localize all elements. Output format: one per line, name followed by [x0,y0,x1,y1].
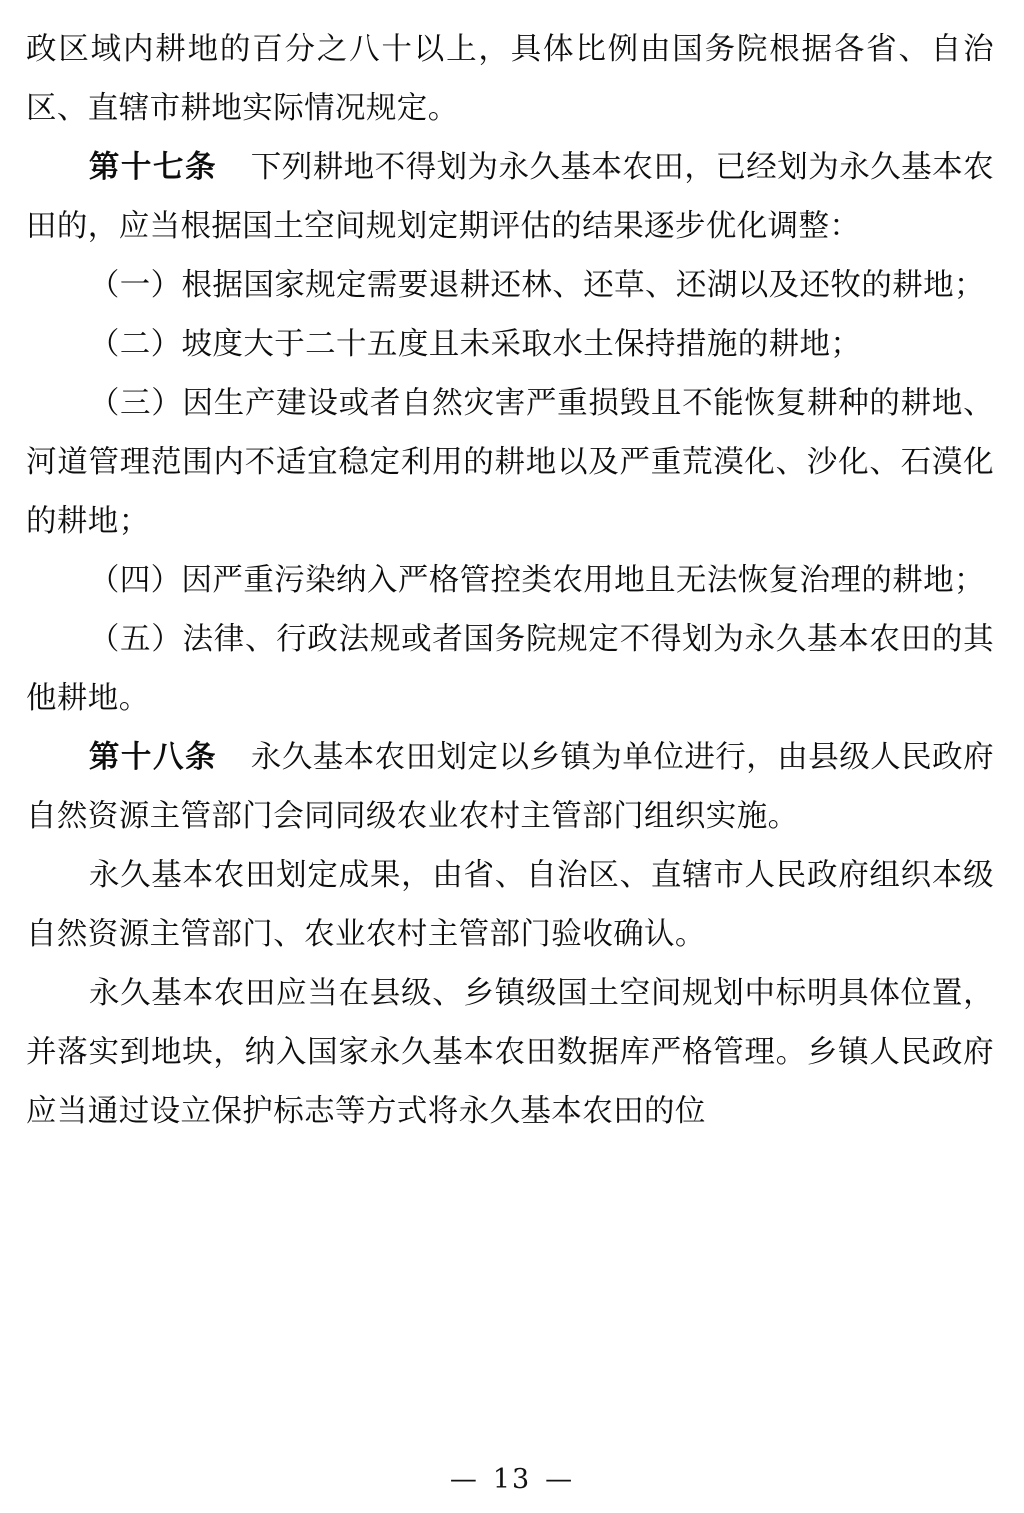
paragraph-text: 永久基本农田划定成果，由省、自治区、直辖市人民政府组织本级自然资源主管部门、农业农村主管部门验收确认。 [26,858,994,952]
paragraph-article-18-2 [26,846,994,964]
paragraph-item-5 [26,610,994,728]
document-body [26,20,994,1141]
paragraph-text: 永久基本农田划定以乡镇为单位进行，由县级人民政府自然资源主管部门会同同级农业农村主管部门组织实施。 [26,740,994,834]
paragraph-article-18-3 [26,964,994,1141]
paragraph-text: 下列耕地不得划为永久基本农田，已经划为永久基本农田的，应当根据国土空间规划定期评估的结果逐步优化调整： [26,150,994,244]
paragraph-text: （一）根据国家规定需要退耕还林、还草、还湖以及还牧的耕地； [88,268,985,303]
paragraph-article-17 [26,138,994,256]
page-footer [0,1464,1024,1495]
article-heading: 第十八条 [88,739,218,775]
paragraph-text: （二）坡度大于二十五度且未采取水土保持措施的耕地； [88,327,862,362]
paragraph-text: 永久基本农田应当在县级、乡镇级国土空间规划中标明具体位置，并落实到地块，纳入国家永久基本农田数据库严格管理。乡镇人民政府应当通过设立保护标志等方式将永久基本农田的位 [26,976,994,1129]
paragraph-item-4 [26,551,994,610]
paragraph-text: 政区域内耕地的百分之八十以上，具体比例由国务院根据各省、自治区、直辖市耕地实际情况规定。 [26,32,994,126]
paragraph-text: （四）因严重污染纳入严格管控类农用地且无法恢复治理的耕地； [88,563,985,598]
page-number: 13 [492,1464,532,1495]
paragraph-item-1 [26,256,994,315]
paragraph-text: （三）因生产建设或者自然灾害严重损毁且不能恢复耕种的耕地、河道管理范围内不适宜稳定利用的耕地以及严重荒漠化、沙化、石漠化的耕地； [26,386,994,539]
footer-dash-right: — [545,1464,575,1495]
paragraph-text: （五）法律、行政法规或者国务院规定不得划为永久基本农田的其他耕地。 [26,622,994,716]
paragraph-article-18 [26,728,994,846]
footer-dash-left: — [449,1464,479,1495]
paragraph-continued [26,20,994,138]
paragraph-item-3 [26,374,994,551]
article-heading: 第十七条 [88,149,218,185]
paragraph-item-2 [26,315,994,374]
